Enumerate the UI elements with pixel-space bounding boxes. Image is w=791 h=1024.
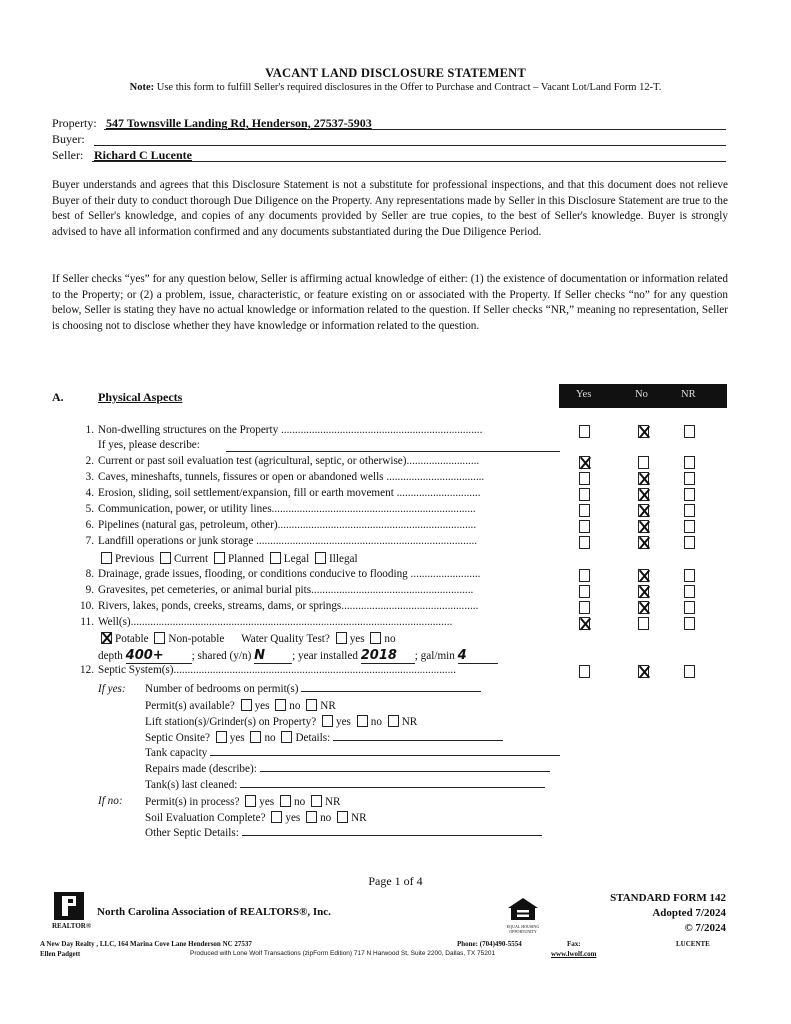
q6-no-checkbox[interactable] (638, 520, 649, 533)
column-no: No (635, 389, 648, 400)
q12-yes-checkbox[interactable] (579, 665, 590, 678)
q12-soil-no-checkbox[interactable] (306, 811, 317, 823)
seller-line (92, 161, 726, 162)
q12-permit-process: Permit(s) in process? yes no NR (145, 796, 341, 808)
q12-other-details: Other Septic Details: (145, 827, 542, 839)
q12-process-no-checkbox[interactable] (280, 795, 291, 807)
q12-no-checkbox[interactable] (638, 665, 649, 678)
footer-url[interactable]: www.lwolf.com (551, 950, 597, 958)
q4-yes-checkbox[interactable] (579, 488, 590, 501)
q9-yes-checkbox[interactable] (579, 585, 590, 598)
q12-permits-no-checkbox[interactable] (275, 699, 286, 711)
seller-label: Seller: (52, 148, 84, 162)
section-title: Physical Aspects (98, 390, 183, 404)
buyer-label: Buyer: (52, 132, 85, 146)
q12-permits-nr-checkbox[interactable] (306, 699, 317, 711)
q12-permits-available: Permit(s) available? yes no NR (145, 700, 336, 712)
form-adopted: Adopted 7/2024 (652, 907, 726, 919)
equal-housing-icon (502, 896, 544, 926)
question-number: 6. (85, 519, 94, 531)
q11-wqt-no-checkbox[interactable] (370, 632, 381, 644)
footer-brokerage: A New Day Realty , LLC, 164 Marina Cove Lane Henderson NC 27537 (40, 940, 252, 948)
question-number: 2. (85, 455, 94, 467)
q2-yes-checkbox[interactable] (579, 456, 590, 469)
q1-yes-checkbox[interactable] (579, 425, 590, 438)
q12-onsite-no-checkbox[interactable] (250, 731, 261, 743)
q12-ifno-label: If no: (98, 795, 123, 807)
q12-tank-capacity: Tank capacity (145, 747, 560, 759)
form-note: Note: Use this form to fulfill Seller's required disclosures in the Offer to Purchase and Contract – Vacant Lot/Land Form 12-T. (129, 82, 662, 93)
form-copyright: © 7/2024 (684, 922, 726, 934)
q12-permits-yes-checkbox[interactable] (241, 699, 252, 711)
q12-lift-yes-checkbox[interactable] (322, 715, 333, 727)
question-text: Communication, power, or utility lines......................................................................... (98, 503, 476, 515)
section-letter: A. (52, 390, 64, 404)
question-number: 7. (85, 535, 94, 547)
footer-phone: Phone: (704)490-5554 (457, 940, 522, 948)
footer-org: North Carolina Association of REALTORS®, Inc. (97, 906, 331, 918)
q7-no-checkbox[interactable] (638, 536, 649, 549)
eho-caption: EQUAL HOUSING OPPORTUNITY (506, 924, 540, 934)
q9-no-checkbox[interactable] (638, 585, 649, 598)
q11-shared-value[interactable]: N (254, 648, 265, 663)
q12-onsite-yes-checkbox[interactable] (216, 731, 227, 743)
q10-nr-checkbox[interactable] (684, 601, 695, 614)
q5-no-checkbox[interactable] (638, 504, 649, 517)
question-text: Septic System(s)..................................................................................................... (98, 664, 456, 676)
question-number: 4. (85, 487, 94, 499)
q11-nonpotable-checkbox[interactable] (154, 632, 165, 644)
q12-repairs: Repairs made (describe): (145, 763, 550, 775)
buyer-line (94, 145, 726, 146)
column-nr: NR (681, 389, 696, 400)
q12-nr-checkbox[interactable] (684, 665, 695, 678)
q2-nr-checkbox[interactable] (684, 456, 695, 469)
q8-nr-checkbox[interactable] (684, 569, 695, 582)
realtor-logo (54, 892, 84, 920)
q1-nr-checkbox[interactable] (684, 425, 695, 438)
q6-yes-checkbox[interactable] (579, 520, 590, 533)
q11-no-checkbox[interactable] (638, 617, 649, 630)
q12-septic-onsite: Septic Onsite? yes no Details: (145, 731, 503, 744)
paragraph-instructions: If Seller checks “yes” for any question below, Seller is affirming actual knowledge of either: (1) the existence of documentation or information related to the Property; or (2) a problem, issue, characteristic, or feature existing on or associated with the Property. If Seller checks “no” for any question below, Seller is stating they have no actual knowledge or information related to the question. If Seller checks “NR,” meaning no representation, Seller is choosing not to disclose whether they have knowledge or information related to the question. (52, 273, 728, 332)
question-number: 11. (80, 616, 94, 628)
q12-process-yes-checkbox[interactable] (245, 795, 256, 807)
q11-gal-value[interactable]: 4 (457, 648, 467, 663)
q7-options: Previous Current Planned Legal Illegal (98, 552, 358, 565)
footer-produced: Produced with Lone Wolf Transactions (zipForm Edition) 717 N Harwood St, Suite 2200, Dallas, TX 75201 (190, 950, 496, 957)
q12-soil-nr-checkbox[interactable] (337, 811, 348, 823)
question-number: 9. (85, 584, 94, 596)
q11-nr-checkbox[interactable] (684, 617, 695, 630)
q12-lift-station: Lift station(s)/Grinder(s) on Property? yes no NR (145, 716, 418, 728)
q9-nr-checkbox[interactable] (684, 585, 695, 598)
q3-yes-checkbox[interactable] (579, 472, 590, 485)
footer-fax: Fax: (567, 940, 581, 948)
q5-yes-checkbox[interactable] (579, 504, 590, 517)
q8-no-checkbox[interactable] (638, 569, 649, 582)
q4-no-checkbox[interactable] (638, 488, 649, 501)
q7-illegal-checkbox[interactable] (315, 552, 326, 564)
q12-bedrooms: Number of bedrooms on permit(s) (145, 683, 481, 695)
q1-no-checkbox[interactable] (638, 425, 649, 438)
q3-no-checkbox[interactable] (638, 472, 649, 485)
form-title: VACANT LAND DISCLOSURE STATEMENT (265, 66, 526, 80)
question-text: Caves, mineshafts, tunnels, fissures or open or abandoned wells ................................... (98, 471, 485, 483)
column-yes: Yes (576, 389, 592, 400)
question-text: Landfill operations or junk storage ............................................................................... (98, 535, 478, 547)
q10-yes-checkbox[interactable] (579, 601, 590, 614)
seller-value[interactable]: Richard C Lucente (94, 148, 192, 162)
question-number: 5. (85, 503, 94, 515)
q12-ifyes-label: If yes: (98, 683, 126, 695)
q12-lift-no-checkbox[interactable] (357, 715, 368, 727)
property-line (104, 129, 726, 130)
q7-previous-checkbox[interactable] (101, 552, 112, 564)
q12-last-cleaned: Tank(s) last cleaned: (145, 779, 545, 791)
q2-no-checkbox[interactable] (638, 456, 649, 469)
q7-nr-checkbox[interactable] (684, 536, 695, 549)
footer-seller-tag: LUCENTE (676, 940, 710, 948)
q7-yes-checkbox[interactable] (579, 536, 590, 549)
q10-no-checkbox[interactable] (638, 601, 649, 614)
q11-wqt-yes-checkbox[interactable] (336, 632, 347, 644)
q7-current-checkbox[interactable] (160, 552, 171, 564)
question-number: 1. (85, 424, 94, 436)
q12-lift-nr-checkbox[interactable] (388, 715, 399, 727)
page-number: Page 1 of 4 (368, 874, 423, 888)
q12-soil-yes-checkbox[interactable] (271, 811, 282, 823)
question-text: Pipelines (natural gas, petroleum, other)....................................................................... (98, 519, 477, 531)
q11-well-details: depth 400+ ; shared (y/n) N ; year installed 2018 ; gal/min 4 (98, 648, 498, 664)
property-value[interactable]: 547 Townsville Landing Rd, Henderson, 27537-5903 (106, 116, 372, 130)
q6-nr-checkbox[interactable] (684, 520, 695, 533)
footer-agent: Ellen Padgett (40, 950, 81, 958)
q11-yes-checkbox[interactable] (579, 617, 590, 630)
realtor-mark: REALTOR® (52, 922, 92, 930)
q12-soil-eval: Soil Evaluation Complete? yes no NR (145, 812, 367, 824)
q12-onsite-details-checkbox[interactable] (281, 731, 292, 743)
paragraph-disclaimer: Buyer understands and agrees that this Disclosure Statement is not a substitute for professional inspections, and that this document does not relieve Buyer of their duty to conduct thorough Due Diligence on the Property. Any representations made by Seller in this Disclosure Statement are true to the best of Seller's knowledge, and copies of any documents provided by Seller are true copies, to the best of Seller's knowledge. Buyer is strongly advised to have all information confirmed and any documents substantiated during the Due Diligence Period. (52, 179, 728, 238)
question-text: Non-dwelling structures on the Property ........................................................................ (98, 424, 483, 436)
question-number: 12. (80, 664, 94, 676)
q8-yes-checkbox[interactable] (579, 569, 590, 582)
question-number: 3. (85, 471, 94, 483)
form-number: STANDARD FORM 142 (610, 892, 726, 904)
q11-potable-checkbox[interactable] (101, 632, 112, 644)
question-text: Gravesites, pet cemeteries, or animal burial pits.......................................................... (98, 584, 474, 596)
question-text: Drainage, grade issues, flooding, or conditions conducive to flooding ......................... (98, 568, 481, 580)
question-text: Current or past soil evaluation test (agricultural, septic, or otherwise).......................... (98, 455, 480, 467)
q1-describe-label: If yes, please describe: (98, 439, 200, 451)
property-label: Property: (52, 116, 97, 130)
q11-well-options: Potable Non-potable Water Quality Test? yes no (98, 632, 396, 645)
q11-year-value[interactable]: 2018 (360, 648, 397, 663)
question-text: Rivers, lakes, ponds, creeks, streams, dams, or springs................................................. (98, 600, 479, 612)
q7-legal-checkbox[interactable] (270, 552, 281, 564)
q1-describe-line[interactable] (226, 451, 560, 452)
question-number: 8. (85, 568, 94, 580)
question-number: 10. (80, 600, 94, 612)
q7-planned-checkbox[interactable] (214, 552, 225, 564)
q12-process-nr-checkbox[interactable] (311, 795, 322, 807)
q3-nr-checkbox[interactable] (684, 472, 695, 485)
q4-nr-checkbox[interactable] (684, 488, 695, 501)
q5-nr-checkbox[interactable] (684, 504, 695, 517)
question-text: Erosion, sliding, soil settlement/expansion, fill or earth movement .............................. (98, 487, 481, 499)
question-text: Well(s)................................................................................................................... (98, 616, 453, 628)
q11-depth-value[interactable]: 400+ (125, 648, 164, 663)
